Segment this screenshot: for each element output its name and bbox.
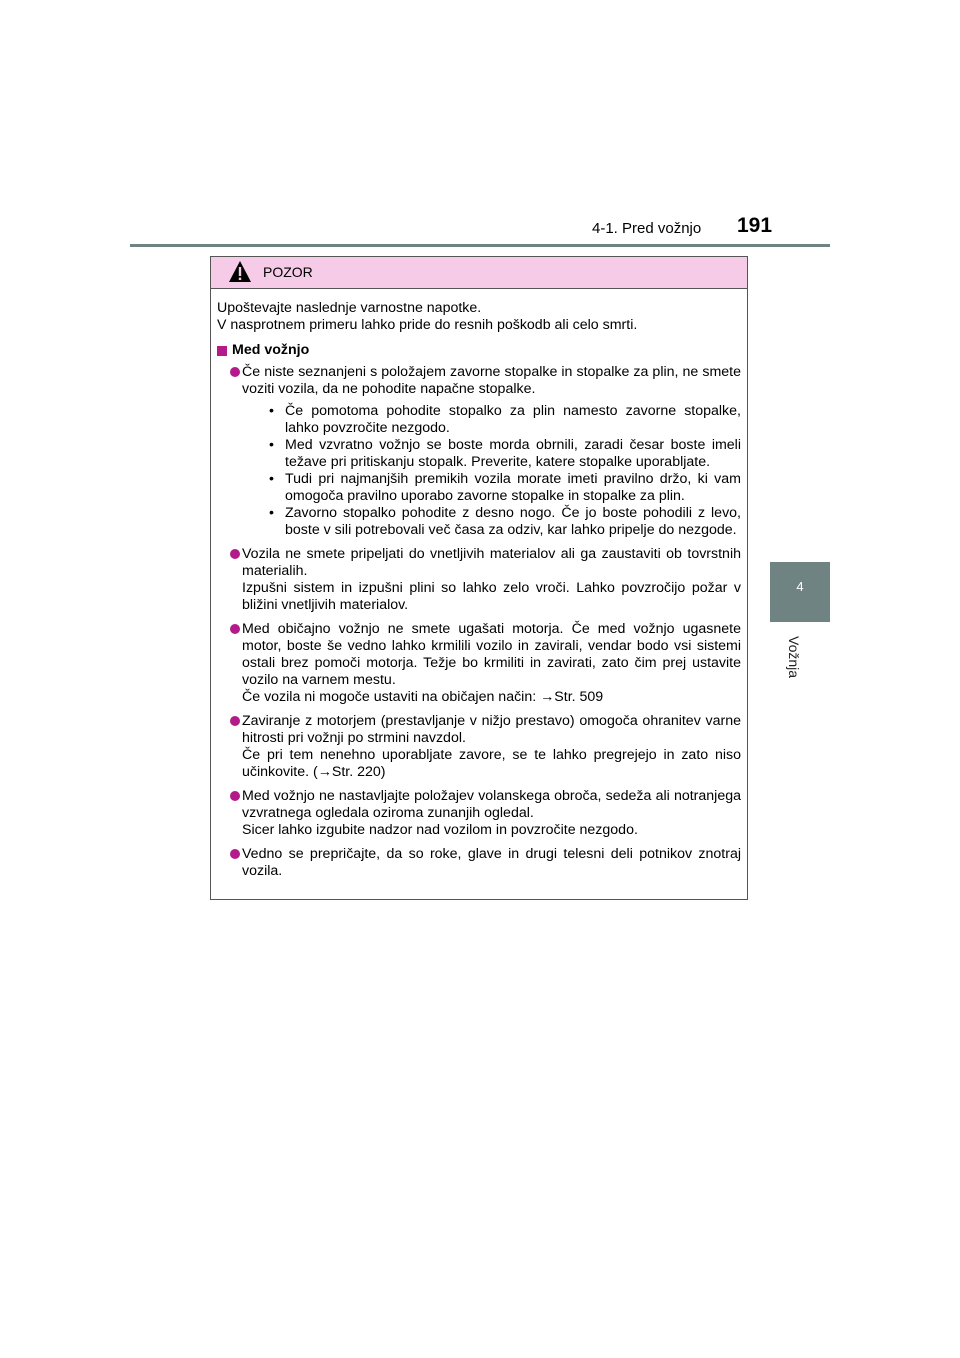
round-bullet-icon	[230, 791, 240, 801]
warning-header	[211, 257, 747, 289]
round-bullet-icon	[230, 549, 240, 559]
sub-list-item: • Tudi pri najmanjših premikih vozila morate imeti pravilno držo, ki vam omogoča pravilno uporabo zavorne stopalke in stopalke za plin.	[267, 471, 741, 505]
warning-icon	[228, 260, 252, 284]
section-heading-text: Med vožnjo	[232, 342, 310, 358]
list-item-text: Med vožnjo ne nastavljajte položajev volanskega obroča, sedeža ali notranjega vzvratnega ogledala oziroma zunanjih ogledal.	[242, 788, 741, 821]
chapter-tab: 4	[770, 562, 830, 622]
round-bullet-icon	[230, 624, 240, 634]
sub-list	[267, 403, 741, 539]
header-rule	[130, 244, 830, 247]
list-item	[217, 546, 741, 614]
warning-title: POZOR	[263, 264, 313, 280]
list-item-text: Vozila ne smete pripeljati do vnetljivih materialov ali ga zaustaviti ob tovrstnih materialih.	[242, 546, 741, 579]
chapter-label: Vožnja	[786, 636, 802, 679]
intro-line: Upoštevajte naslednje varnostne napotke.	[217, 300, 482, 316]
list-item	[217, 846, 741, 880]
list-item	[217, 713, 741, 781]
sub-list-item: • Zavorno stopalko pohodite z desno nogo. Če jo boste pohodili z levo, boste v sili potrebovali več časa za odziv, kar lahko pripelje do nezgode.	[267, 505, 741, 539]
list-item-text: Zaviranje z motorjem (prestavljanje v nižjo prestavo) omogoča ohranitev varne hitrosti pri vožnji po strmini navzdol.	[242, 713, 741, 746]
list-item	[217, 364, 741, 539]
page-number: 191	[737, 214, 773, 237]
round-bullet-icon	[230, 849, 240, 859]
list-item-text: Če niste seznanjeni s položajem zavorne stopalke in stopalke za plin, ne smete voziti vozila, da ne pohodite napačne stopalke.	[242, 364, 741, 397]
section-heading	[217, 342, 741, 359]
list-item-text: Izpušni sistem in izpušni plini so lahko zelo vroči. Lahko povzročijo požar v bližini vnetljivih materialov.	[242, 580, 741, 613]
section-title: 4-1. Pred vožnjo	[592, 220, 702, 237]
sub-list-item: • Če pomotoma pohodite stopalko za plin namesto zavorne stopalke, lahko povzročite nezgodo.	[267, 403, 741, 437]
list-item-text: Med običajno vožnjo ne smete ugašati motorja. Če med vožnjo ugasnete motor, boste še vedno lahko krmilili vozilo in zavirali, vendar bodo vsi sistemi ostali brez pomoči motorja. Težje bo krmiliti in zavirati, zato čim prej ustavite vozilo na varnem mestu.	[242, 621, 741, 688]
intro-line: V nasprotnem primeru lahko pride do resnih poškodb ali celo smrti.	[217, 317, 638, 333]
list-item-text: Vedno se prepričajte, da so roke, glave in drugi telesni deli potnikov znotraj vozila.	[242, 846, 741, 879]
list-item	[217, 788, 741, 839]
list-item	[217, 621, 741, 706]
intro	[217, 300, 741, 334]
warning-box	[210, 256, 748, 900]
sub-list-item: • Med vzvratno vožnjo se boste morda obrnili, zaradi česar boste imeli težave pri pritiskanju stopalk. Preverite, katere stopalke uporabljate.	[267, 437, 741, 471]
round-bullet-icon	[230, 716, 240, 726]
round-bullet-icon	[230, 367, 240, 377]
list-item-text: Če pri tem nenehno uporabljate zavore, se te lahko pregrejejo in zato niso učinkovite. (→Str. 220)	[242, 747, 741, 780]
list-item-text: Če vozila ni mogoče ustaviti na običajen način: →Str. 509	[242, 689, 604, 705]
warning-body	[211, 289, 747, 880]
list-item-text: Sicer lahko izgubite nadzor nad vozilom in povzročite nezgodo.	[242, 822, 638, 838]
square-bullet-icon	[217, 346, 227, 356]
